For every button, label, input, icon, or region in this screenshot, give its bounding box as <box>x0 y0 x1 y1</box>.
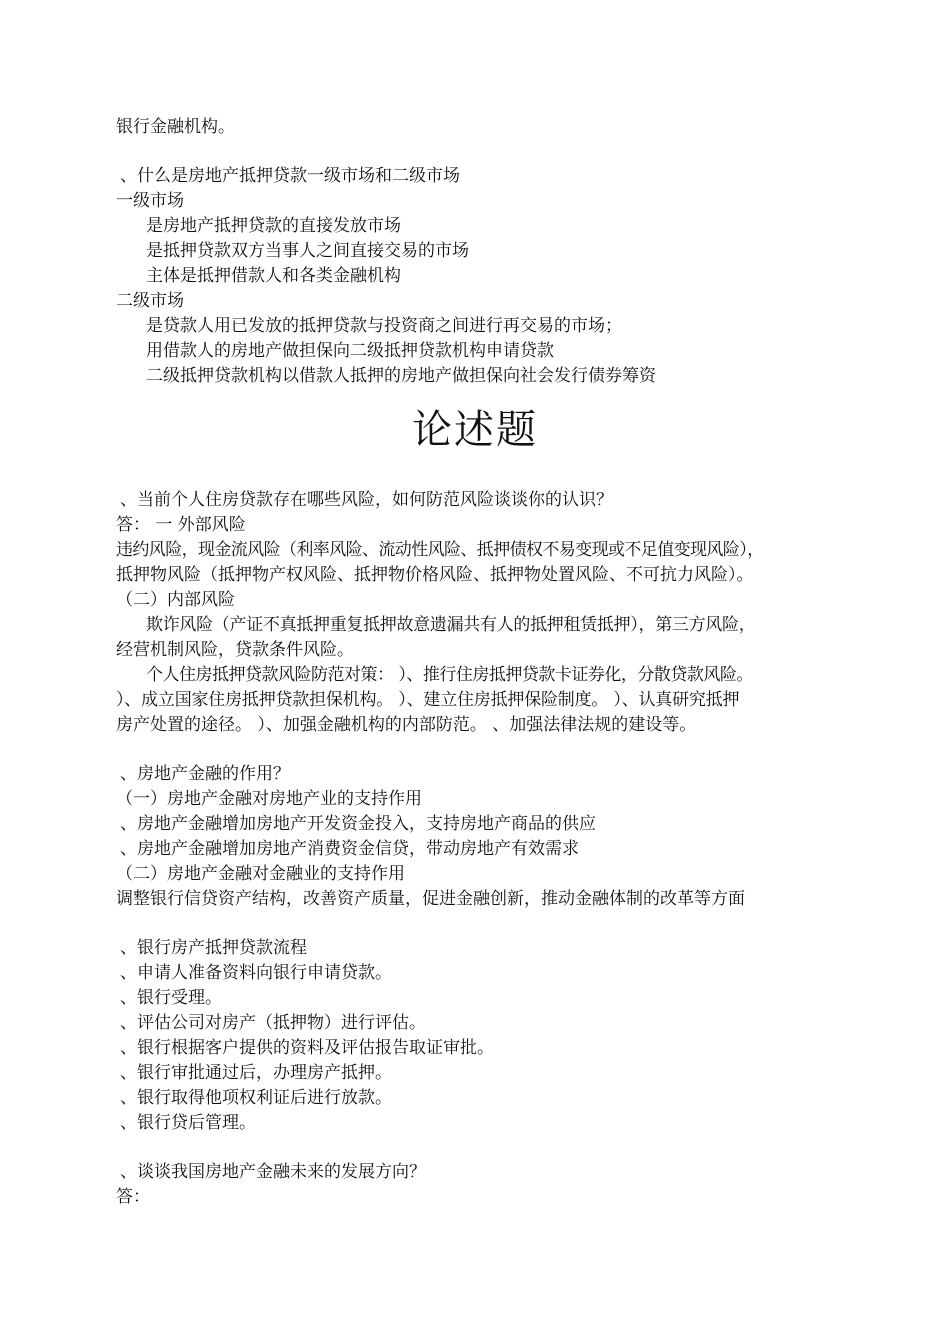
essay2-part1-label: （一）房地产金融对房地产业的支持作用 <box>116 789 422 809</box>
secondary-market-item: 是贷款人用已发放的抵押贷款与投资商之间进行再交易的市场； <box>146 316 622 336</box>
essay1-external-risk-line: 违约风险，现金流风险（利率风险、流动性风险、抵押债权不易变现或不足值变现风险）， <box>116 540 764 560</box>
essay4-answer-label: 答： <box>116 1187 150 1207</box>
essay2-part1-item: 、房地产金融增加房地产开发资金投入，支持房地产商品的供应 <box>120 814 596 834</box>
essay1-question: 、当前个人住房贷款存在哪些风险，如何防范风险谈谈你的认识？ <box>120 490 613 510</box>
essay1-answer-intro: 答： 一 外部风险 <box>116 515 246 535</box>
primary-market-label: 一级市场 <box>116 191 184 211</box>
essay1-measures-line: 房产处置的途径。 ）、加强金融机构的内部防范。 、加强法律法规的建设等。 <box>116 715 697 735</box>
essay2-part2-label: （二）房地产金融对金融业的支持作用 <box>116 864 405 884</box>
essay2-part2-text: 调整银行信贷资产结构，改善资产质量，促进金融创新，推动金融体制的改革等方面 <box>116 889 745 909</box>
secondary-market-item: 用借款人的房地产做担保向二级抵押贷款机构申请贷款 <box>146 341 554 361</box>
section-title: 论述题 <box>412 407 538 453</box>
essay3-step: 、银行受理。 <box>120 988 222 1008</box>
essay1-measures-line: 个人住房抵押贷款风险防范对策： ）、推行住房抵押贷款卡证券化，分散贷款风险。 <box>146 665 753 685</box>
essay1-external-risk-line: 抵押物风险（抵押物产权风险、抵押物价格风险、抵押物处置风险、不可抗力风险）。 <box>116 565 754 585</box>
essay1-internal-risk-line: 欺诈风险（产证不真抵押重复抵押故意遗漏共有人的抵押租赁抵押），第三方风险， <box>146 615 756 635</box>
primary-market-item: 是抵押贷款双方当事人之间直接交易的市场 <box>146 241 469 261</box>
essay3-step: 、申请人准备资料向银行申请贷款。 <box>120 963 392 983</box>
essay4-question: 、谈谈我国房地产金融未来的发展方向？ <box>120 1162 426 1182</box>
essay3-step: 、银行贷后管理。 <box>120 1113 256 1133</box>
essay2-question: 、房地产金融的作用？ <box>120 764 290 784</box>
essay3-step: 、评估公司对房产（抵押物）进行评估。 <box>120 1013 426 1033</box>
secondary-market-label: 二级市场 <box>116 291 184 311</box>
essay3-question: 、银行房产抵押贷款流程 <box>120 938 307 958</box>
essay3-step: 、银行根据客户提供的资料及评估报告取证审批。 <box>120 1038 494 1058</box>
primary-market-item: 主体是抵押借款人和各类金融机构 <box>146 266 401 286</box>
primary-market-item: 是房地产抵押贷款的直接发放市场 <box>146 216 401 236</box>
essay3-step: 、银行审批通过后，办理房产抵押。 <box>120 1063 392 1083</box>
essay1-internal-risk-line: 经营机制风险，贷款条件风险。 <box>116 640 354 660</box>
essay3-step: 、银行取得他项权利证后进行放款。 <box>120 1088 392 1108</box>
question-markets: 、什么是房地产抵押贷款一级市场和二级市场 <box>120 166 460 186</box>
essay2-part1-item: 、房地产金融增加房地产消费资金信贷，带动房地产有效需求 <box>120 839 579 859</box>
previous-answer-tail: 银行金融机构。 <box>116 117 235 137</box>
secondary-market-item: 二级抵押贷款机构以借款人抵押的房地产做担保向社会发行债券筹资 <box>146 366 656 386</box>
essay1-internal-risk-label: （二）内部风险 <box>116 590 235 610</box>
essay1-measures-line: ）、成立国家住房抵押贷款担保机构。 ）、建立住房抵押保险制度。 ）、认真研究抵押 <box>116 690 740 710</box>
